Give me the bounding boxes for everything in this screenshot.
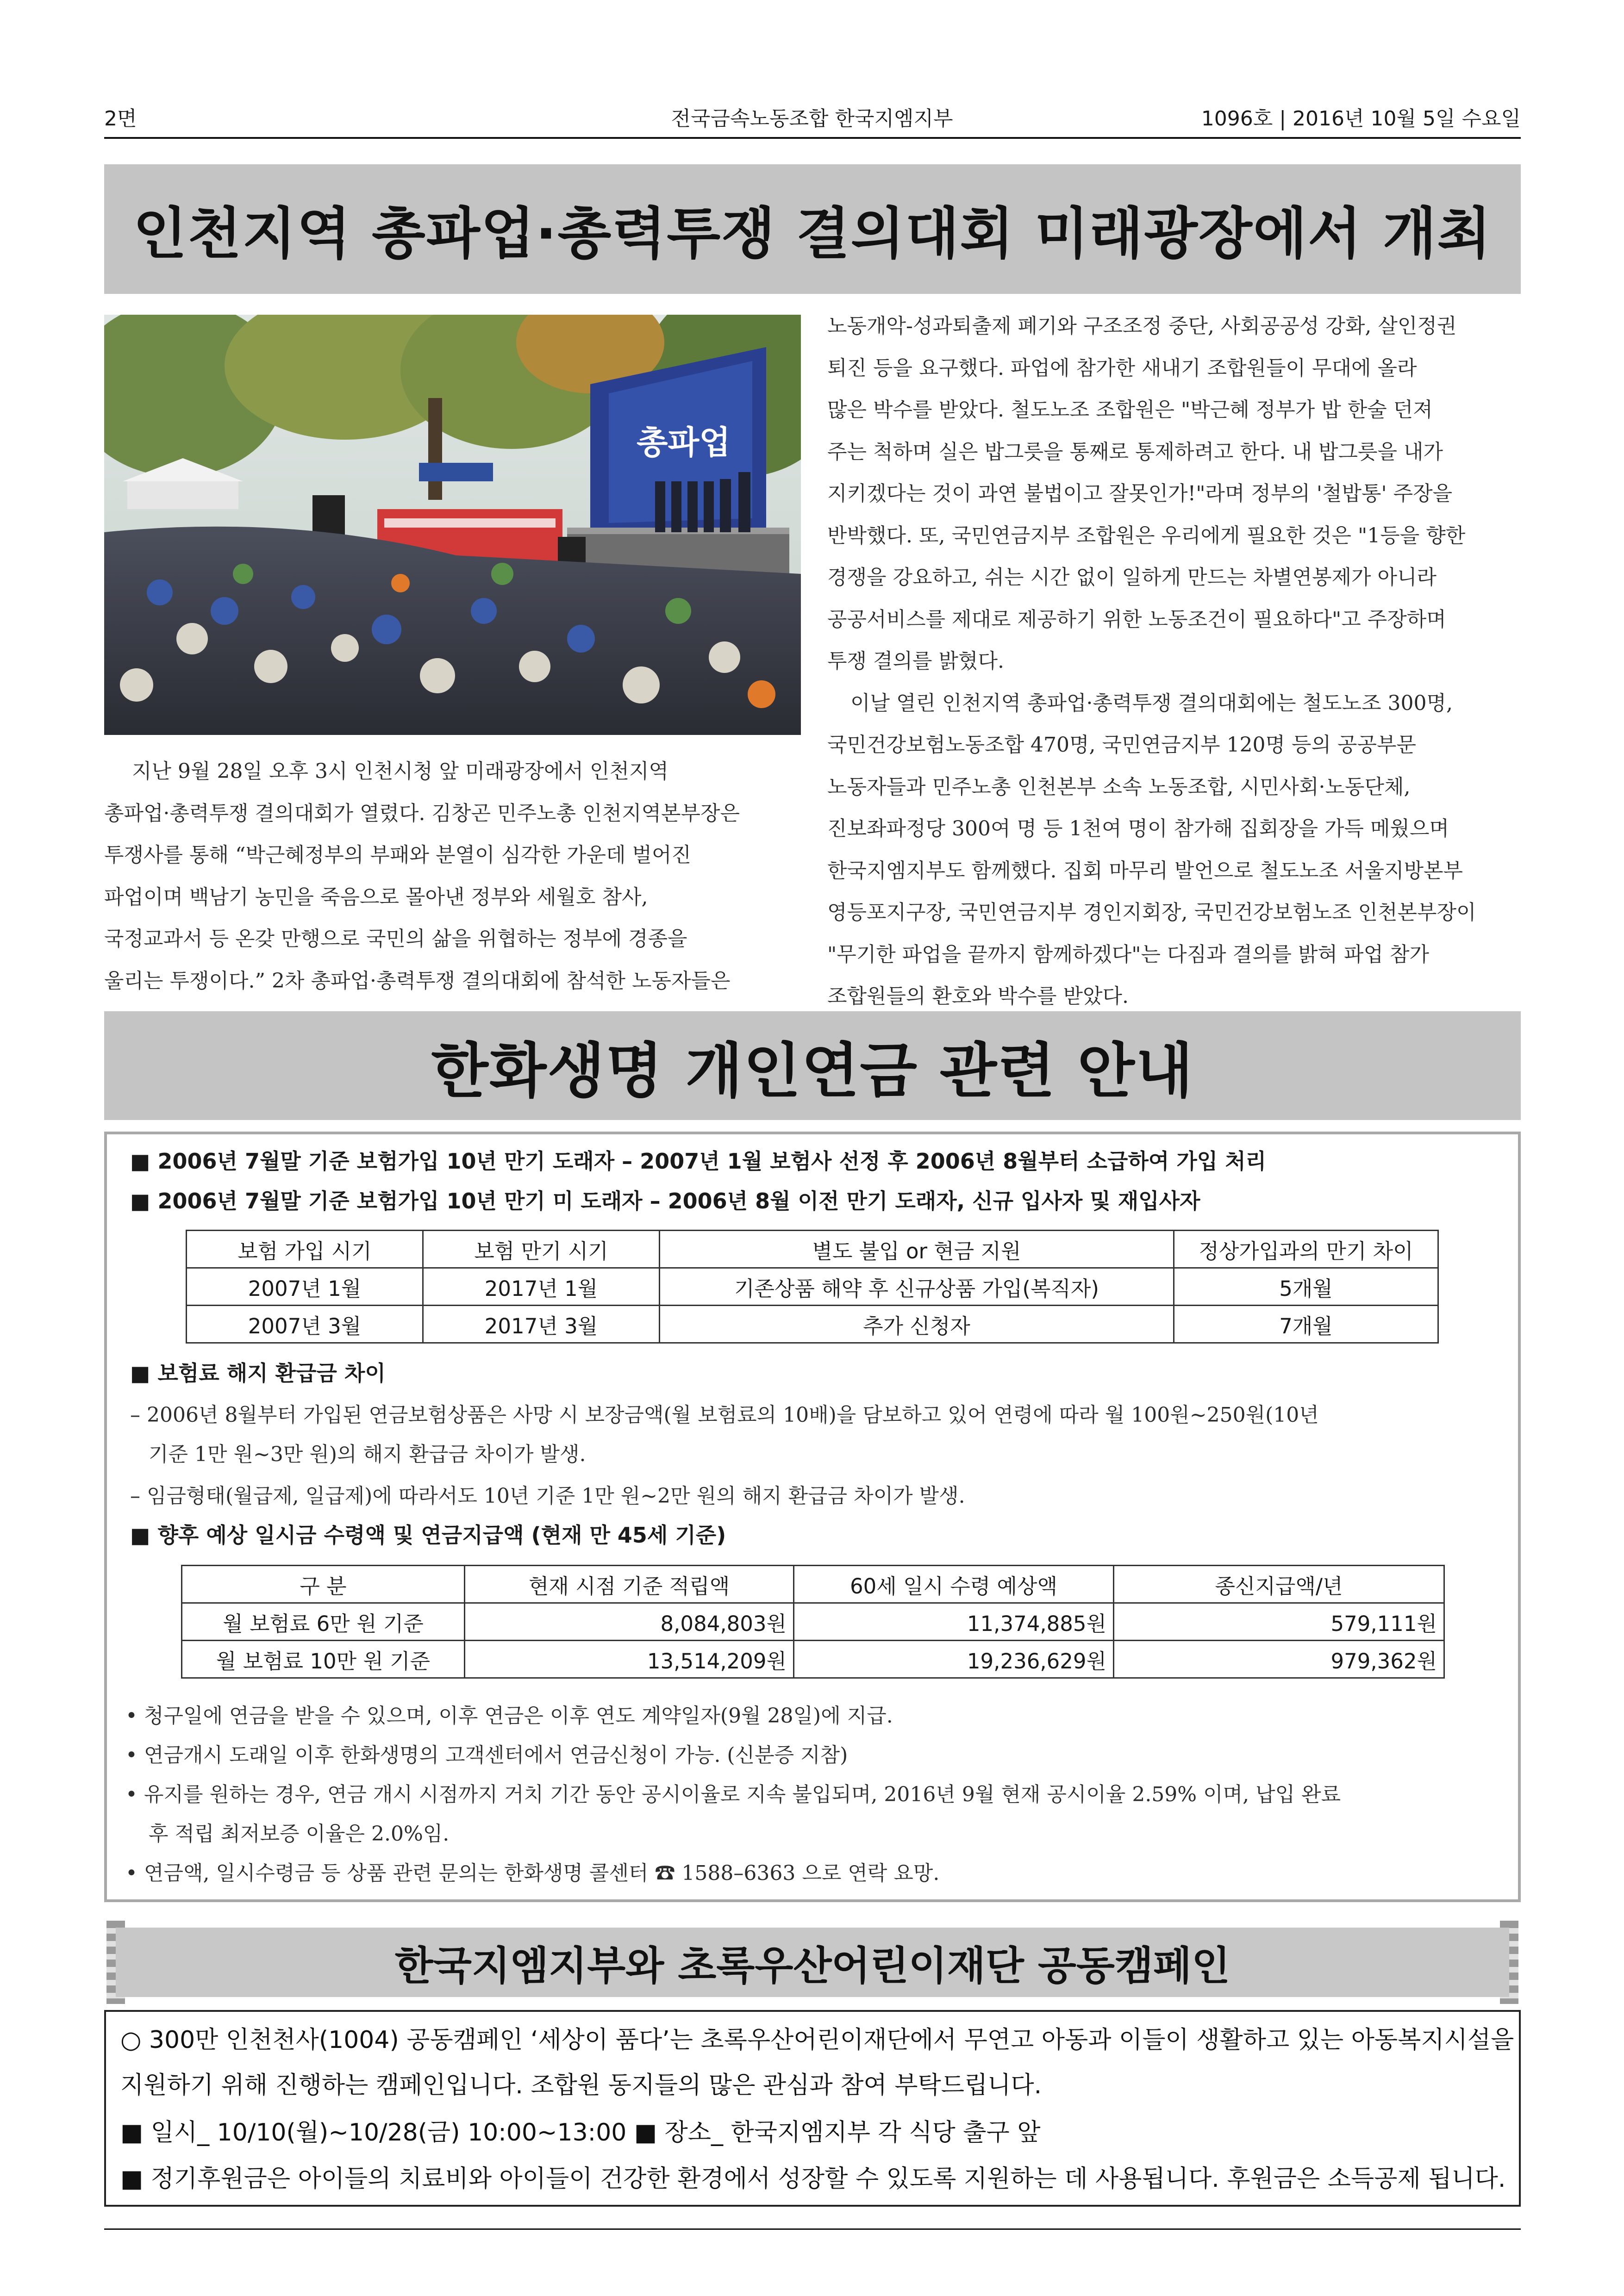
table-header-row	[182, 1566, 1444, 1603]
table-cell: 2017년 1월	[423, 1268, 660, 1306]
article1-right-line: 반박했다. 또, 국민연금지부 조합원은 우리에게 필요한 것은 "1등을 향한	[827, 523, 1466, 548]
refund-note: – 임금형태(월급제, 일급제)에 따라서도 10년 기준 1만 원~2만 원의 해지 환급금 차이가 발생.	[130, 1484, 965, 1508]
table-cell: 579,111원	[1114, 1603, 1444, 1641]
table-row	[187, 1268, 1438, 1306]
pension-table	[181, 1565, 1445, 1679]
footer-rule	[104, 2228, 1521, 2230]
table-header: 종신지급액/년	[1114, 1566, 1444, 1603]
campaign-line: ■ 정기후원금은 아이들의 치료비와 아이들이 건강한 환경에서 성장할 수 있도록 지원하는 데 사용됩니다. 후원금은 소득공제 됩니다.	[120, 2165, 1506, 2193]
article1-right-line: 진보좌파정당 300여 명 등 1천여 명이 참가해 집회장을 가득 메웠으며	[827, 817, 1449, 840]
article1-left-line: 지난 9월 28일 오후 3시 인천시청 앞 미래광장에서 인천지역	[132, 759, 668, 783]
table-cell: 추가 신청자	[660, 1306, 1174, 1343]
article1-left-line: 울리는 투쟁이다.” 2차 총파업·총력투쟁 결의대회에 참석한 노동자들은	[104, 969, 731, 993]
photo-banner-text: 총파업	[637, 423, 731, 461]
table-cell: 2017년 3월	[423, 1306, 660, 1343]
campaign-line: 지원하기 위해 진행하는 캠페인입니다. 조합원 동지들의 많은 관심과 참여 부탁드립니다.	[120, 2072, 1042, 2099]
pension-section-title: ■ 향후 예상 일시금 수령액 및 연금지급액 (현재 만 45세 기준)	[130, 1523, 726, 1548]
campaign-title: 한국지엠지부와 초록우산어린이재단 공동캠페인	[394, 1943, 1230, 1989]
table-cell: 2007년 1월	[187, 1268, 423, 1306]
article1-right-column	[827, 305, 1522, 1018]
article1-left-line: 파업이며 백남기 농민을 죽음으로 몰아낸 정부와 세월호 참사,	[104, 885, 648, 909]
newspaper-org: 전국금속노동조합 한국지엠지부	[671, 107, 953, 131]
table-header: 보험 만기 시기	[423, 1231, 660, 1268]
insurance-info-box	[104, 1132, 1521, 1902]
insurance-title-band	[104, 1011, 1521, 1120]
header-rule	[104, 137, 1521, 139]
pension-note: 후 적립 최저보증 이율은 2.0%임.	[149, 1822, 450, 1846]
table-row	[182, 1641, 1444, 1678]
article1-right-line: 국민건강보험노동조합 470명, 국민연금지부 120명 등의 공공부문	[827, 733, 1416, 757]
article-title: 인천지역 총파업·총력투쟁 결의대회 미래광장에서 개최	[133, 202, 1492, 266]
table-cell: 8,084,803원	[465, 1603, 794, 1641]
table-header: 60세 일시 수령 예상액	[794, 1566, 1114, 1603]
rally-photo	[104, 315, 801, 735]
table-cell: 11,374,885원	[794, 1603, 1114, 1641]
refund-note: 기준 1만 원~3만 원)의 해지 환급금 차이가 발생.	[149, 1443, 586, 1466]
table-header: 보험 가입 시기	[187, 1231, 423, 1268]
table-cell: 13,514,209원	[465, 1641, 794, 1678]
article1-left-line: 투쟁사를 통해 “박근혜정부의 부패와 분열이 심각한 가운데 벌어진	[104, 843, 692, 867]
article1-right-line: 지키겠다는 것이 과연 불법이고 잘못인가!"라며 정부의 '철밥통' 주장을	[827, 482, 1453, 505]
pension-note: • 연금액, 일시수령금 등 상품 관련 문의는 한화생명 콜센터 ☎ 1588–6363 으로 연락 요망.	[125, 1861, 940, 1885]
article1-right-line: 조합원들의 환호와 박수를 받았다.	[827, 984, 1129, 1008]
article1-left-line: 국정교과서 등 온갖 만행으로 국민의 삶을 위협하는 정부에 경종을	[104, 927, 687, 951]
table-header: 현재 시점 기준 적립액	[465, 1566, 794, 1603]
table-row	[187, 1306, 1438, 1343]
insurance-item-1: ■ 2006년 7월말 기준 보험가입 10년 만기 도래자 – 2007년 1월 보험사 선정 후 2006년 8월부터 소급하여 가입 처리	[130, 1149, 1267, 1174]
article1-right-line: 퇴진 등을 요구했다. 파업에 참가한 새내기 조합원들이 무대에 올라	[827, 356, 1417, 380]
article1-right-line: 공공서비스를 제대로 제공하기 위한 노동조건이 필요하다"고 주장하며	[827, 607, 1446, 631]
article1-right-line: 경쟁을 강요하고, 쉬는 시간 없이 일하게 만드는 차별연봉제가 아니라	[827, 566, 1437, 589]
table-cell: 979,362원	[1114, 1641, 1444, 1678]
table-cell: 7개월	[1174, 1306, 1438, 1343]
article1-left-line: 총파업·총력투쟁 결의대회가 열렸다. 김창곤 민주노총 인천지역본부장은	[104, 801, 740, 825]
article1-right-line: 노동개악-성과퇴출제 폐기와 구조조정 중단, 사회공공성 강화, 살인정권	[827, 314, 1457, 338]
article1-right-line: 노동자들과 민주노총 인천본부 소속 노동조합, 시민사회·노동단체,	[827, 775, 1411, 799]
insurance-title: 한화생명 개인연금 관련 안내	[431, 1036, 1194, 1106]
article1-right-line: 주는 척하며 실은 밥그릇을 통째로 통제하려고 한다. 내 밥그릇을 내가	[827, 440, 1443, 464]
pension-note: • 청구일에 연금을 받을 수 있으며, 이후 연금은 이후 연도 계약일자(9월 28일)에 지급.	[125, 1704, 893, 1728]
insurance-item-2: ■ 2006년 7월말 기준 보험가입 10년 만기 미 도래자 – 2006년 8월 이전 만기 도래자, 신규 입사자 및 재입사자	[130, 1188, 1200, 1213]
table-cell: 월 보험료 6만 원 기준	[182, 1603, 465, 1641]
campaign-title-band	[116, 1928, 1509, 1997]
refund-section-title: ■ 보험료 해지 환급금 차이	[130, 1361, 386, 1386]
table-header: 구 분	[182, 1566, 465, 1603]
article-title-band	[104, 164, 1521, 294]
maturity-table	[186, 1230, 1439, 1344]
table-header: 정상가입과의 만기 차이	[1174, 1231, 1438, 1268]
pension-note: • 연금개시 도래일 이후 한화생명의 고객센터에서 연금신청이 가능. (신분증 지참)	[125, 1743, 848, 1767]
table-cell: 기존상품 해약 후 신규상품 가입(복직자)	[660, 1268, 1174, 1306]
pension-note: • 유지를 원하는 경우, 연금 개시 시점까지 거치 기간 동안 공시이율로 지속 불입되며, 2016년 9월 현재 공시이율 2.59% 이며, 납입 완료	[125, 1783, 1341, 1806]
article1-right-line: 영등포지구장, 국민연금지부 경인지회장, 국민건강보험노조 인천본부장이	[827, 901, 1476, 924]
table-cell: 19,236,629원	[794, 1641, 1114, 1678]
campaign-line: ■ 일시_ 10/10(월)~10/28(금) 10:00~13:00 ■ 장소_ 한국지엠지부 각 식당 출구 앞	[120, 2119, 1041, 2147]
table-cell: 5개월	[1174, 1268, 1438, 1306]
article1-right-line: "무기한 파업을 끝까지 함께하겠다"는 다짐과 결의를 밝혀 파업 참가	[827, 942, 1429, 966]
article1-left-column	[104, 751, 801, 1002]
table-header: 별도 불입 or 현금 지원	[660, 1231, 1174, 1268]
article1-right-line: 많은 박수를 받았다. 철도노조 조합원은 "박근혜 정부가 밥 한술 던져	[827, 398, 1433, 422]
article1-right-line: 투쟁 결의를 밝혔다.	[827, 649, 1004, 673]
page-number: 2면	[104, 107, 137, 131]
article1-right-line: 한국지엠지부도 함께했다. 집회 마무리 발언으로 철도노조 서울지방본부	[827, 859, 1463, 883]
article1-right-line: 이날 열린 인천지역 총파업·총력투쟁 결의대회에는 철도노조 300명,	[850, 691, 1453, 715]
issue-date: 1096호 | 2016년 10월 5일 수요일	[1201, 107, 1521, 131]
table-row	[182, 1603, 1444, 1641]
table-header-row	[187, 1231, 1438, 1268]
table-cell: 2007년 3월	[187, 1306, 423, 1343]
table-cell: 월 보험료 10만 원 기준	[182, 1641, 465, 1678]
refund-note: – 2006년 8월부터 가입된 연금보험상품은 사망 시 보장금액(월 보험료의 10배)을 담보하고 있어 연령에 따라 월 100원~250원(10년	[130, 1403, 1319, 1427]
campaign-line: ○ 300만 인천천사(1004) 공동캠페인 ‘세상이 품다’는 초록우산어린이재단에서 무연고 아동과 이들이 생활하고 있는 아동복지시설을	[120, 2026, 1514, 2054]
